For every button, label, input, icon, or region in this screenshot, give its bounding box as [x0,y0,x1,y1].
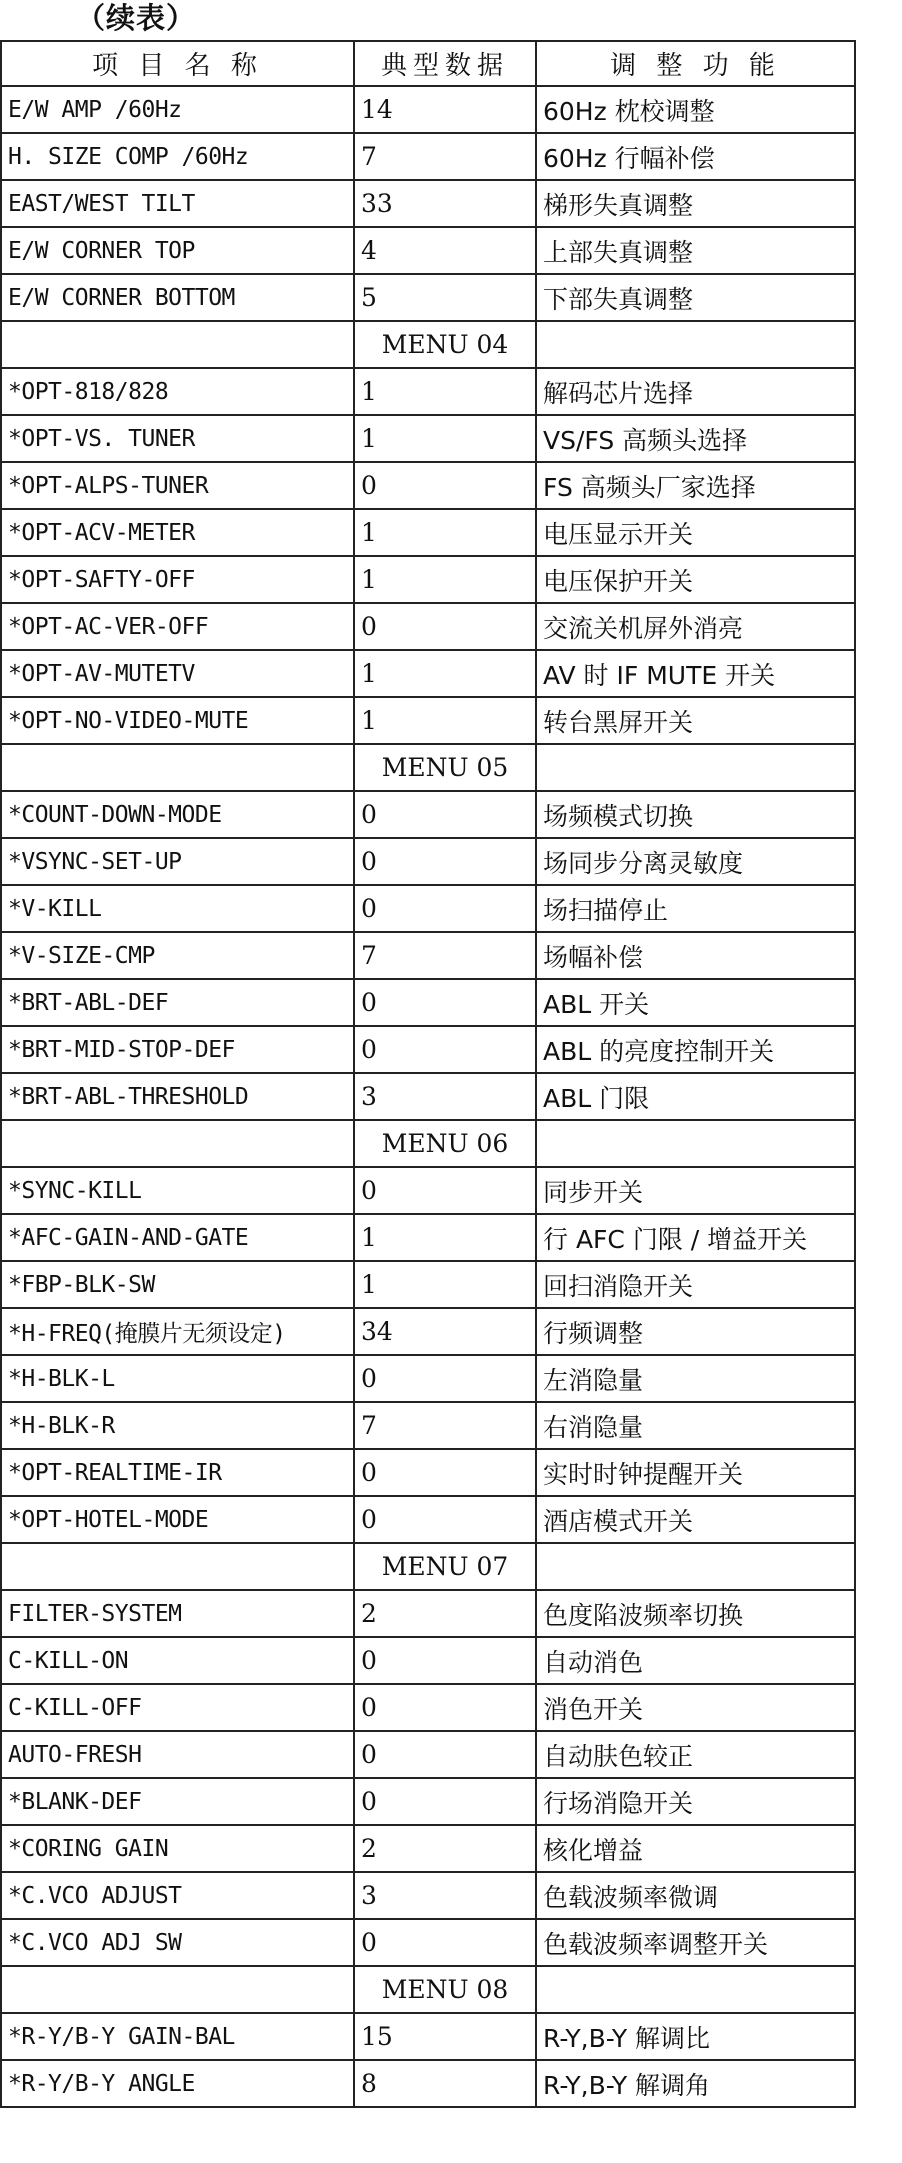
function-cell: R-Y,B-Y 解调比 [536,2013,855,2060]
table-row [1,1308,855,1355]
typical-value-cell: 15 [354,2013,536,2060]
item-name-cell: *OPT-ACV-METER [1,509,354,556]
item-name-cell: *OPT-AV-MUTETV [1,650,354,697]
typical-value-cell: 7 [354,932,536,979]
function-cell: 下部失真调整 [536,274,855,321]
table-header [1,41,855,86]
table-row [1,1872,855,1919]
function-cell: R-Y,B-Y 解调角 [536,2060,855,2107]
function-cell: 场幅补偿 [536,932,855,979]
table-row [1,1167,855,1214]
typical-value-cell: 0 [354,885,536,932]
typical-value-cell: 0 [354,462,536,509]
typical-value-cell: 2 [354,1825,536,1872]
table-row [1,885,855,932]
typical-value-cell: 1 [354,697,536,744]
function-cell: 电压显示开关 [536,509,855,556]
function-cell: 实时时钟提醒开关 [536,1449,855,1496]
item-name-cell: C-KILL-ON [1,1637,354,1684]
function-cell: 核化增益 [536,1825,855,1872]
typical-value-cell: 0 [354,1167,536,1214]
item-name-cell: E/W CORNER BOTTOM [1,274,354,321]
table-row [1,1825,855,1872]
menu-section-row [1,321,855,368]
table-row [1,415,855,462]
table-row [1,1402,855,1449]
item-name-cell: *AFC-GAIN-AND-GATE [1,1214,354,1261]
typical-value-cell: 34 [354,1308,536,1355]
table-row [1,1778,855,1825]
item-name-cell: *OPT-HOTEL-MODE [1,1496,354,1543]
table-row [1,1026,855,1073]
item-name-cell: *V-KILL [1,885,354,932]
item-name-cell: *BRT-MID-STOP-DEF [1,1026,354,1073]
function-cell: 交流关机屏外消亮 [536,603,855,650]
table-row [1,2013,855,2060]
table-row [1,556,855,603]
menu-blank-cell [536,1543,855,1590]
table-row [1,932,855,979]
menu-blank-cell [1,321,354,368]
table-row [1,227,855,274]
item-name-cell: *BRT-ABL-THRESHOLD [1,1073,354,1120]
function-cell: 同步开关 [536,1167,855,1214]
item-name-cell: *BLANK-DEF [1,1778,354,1825]
table-row [1,1214,855,1261]
function-cell: 行场消隐开关 [536,1778,855,1825]
item-name-cell: *COUNT-DOWN-MODE [1,791,354,838]
menu-blank-cell [1,1966,354,2013]
typical-value-cell: 1 [354,556,536,603]
item-name-cell: *BRT-ABL-DEF [1,979,354,1026]
item-name-cell: *R-Y/B-Y GAIN-BAL [1,2013,354,2060]
table-row [1,838,855,885]
typical-value-cell: 3 [354,1073,536,1120]
table-row [1,1637,855,1684]
table-row [1,1496,855,1543]
menu-section-label: MENU 07 [354,1543,536,1590]
function-cell: 场扫描停止 [536,885,855,932]
typical-value-cell: 0 [354,979,536,1026]
typical-value-cell: 4 [354,227,536,274]
function-cell: AV 时 IF MUTE 开关 [536,650,855,697]
menu-blank-cell [1,1543,354,1590]
menu-blank-cell [536,1120,855,1167]
table-row [1,650,855,697]
item-name-cell: *C.VCO ADJ SW [1,1919,354,1966]
item-name-cell: *OPT-SAFTY-OFF [1,556,354,603]
menu-blank-cell [536,1966,855,2013]
menu-section-label: MENU 08 [354,1966,536,2013]
table-row [1,180,855,227]
typical-value-cell: 2 [354,1590,536,1637]
typical-value-cell: 0 [354,1778,536,1825]
item-name-cell: E/W AMP /60Hz [1,86,354,133]
typical-value-cell: 3 [354,1872,536,1919]
item-name-cell: *H-FREQ(掩膜片无须设定) [1,1308,354,1355]
table-caption: （续表） [76,1,197,35]
item-name-cell: *FBP-BLK-SW [1,1261,354,1308]
table-row [1,1590,855,1637]
item-name-cell: *OPT-818/828 [1,368,354,415]
function-cell: ABL 门限 [536,1073,855,1120]
item-name-cell: *C.VCO ADJUST [1,1872,354,1919]
parameter-table [0,40,856,2108]
table-row [1,1449,855,1496]
typical-value-cell: 0 [354,1919,536,1966]
table-row [1,1731,855,1778]
item-name-cell: FILTER-SYSTEM [1,1590,354,1637]
typical-value-cell: 0 [354,838,536,885]
menu-section-row [1,1120,855,1167]
header-item-name: 项 目 名 称 [1,41,354,86]
typical-value-cell: 1 [354,1214,536,1261]
item-name-cell: EAST/WEST TILT [1,180,354,227]
item-name-cell: *VSYNC-SET-UP [1,838,354,885]
menu-section-row [1,744,855,791]
table-row [1,509,855,556]
table-row [1,2060,855,2107]
typical-value-cell: 0 [354,1731,536,1778]
function-cell: 行频调整 [536,1308,855,1355]
menu-section-label: MENU 04 [354,321,536,368]
item-name-cell: *OPT-REALTIME-IR [1,1449,354,1496]
item-name-cell: *SYNC-KILL [1,1167,354,1214]
typical-value-cell: 1 [354,1261,536,1308]
table-row [1,979,855,1026]
item-name-cell: *OPT-AC-VER-OFF [1,603,354,650]
item-name-cell: *R-Y/B-Y ANGLE [1,2060,354,2107]
table-row [1,1919,855,1966]
item-name-cell: *CORING GAIN [1,1825,354,1872]
item-name-cell: H. SIZE COMP /60Hz [1,133,354,180]
function-cell: 转台黑屏开关 [536,697,855,744]
item-name-cell: *H-BLK-R [1,1402,354,1449]
typical-value-cell: 0 [354,1496,536,1543]
menu-blank-cell [1,1120,354,1167]
menu-blank-cell [536,744,855,791]
function-cell: 60Hz 行幅补偿 [536,133,855,180]
typical-value-cell: 0 [354,791,536,838]
typical-value-cell: 1 [354,509,536,556]
table-row [1,1073,855,1120]
table-row [1,462,855,509]
table-row [1,1261,855,1308]
table-row [1,1355,855,1402]
menu-blank-cell [536,321,855,368]
function-cell: 回扫消隐开关 [536,1261,855,1308]
typical-value-cell: 0 [354,603,536,650]
typical-value-cell: 0 [354,1355,536,1402]
typical-value-cell: 1 [354,415,536,462]
function-cell: 消色开关 [536,1684,855,1731]
item-name-cell: AUTO-FRESH [1,1731,354,1778]
function-cell: 自动消色 [536,1637,855,1684]
item-name-cell: *V-SIZE-CMP [1,932,354,979]
menu-section-label: MENU 06 [354,1120,536,1167]
function-cell: 上部失真调整 [536,227,855,274]
typical-value-cell: 8 [354,2060,536,2107]
item-name-cell: *OPT-ALPS-TUNER [1,462,354,509]
function-cell: ABL 开关 [536,979,855,1026]
header-function: 调 整 功 能 [536,41,855,86]
item-name-cell: *OPT-NO-VIDEO-MUTE [1,697,354,744]
item-name-cell: E/W CORNER TOP [1,227,354,274]
typical-value-cell: 1 [354,650,536,697]
function-cell: 行 AFC 门限 / 增益开关 [536,1214,855,1261]
function-cell: 色度陷波频率切换 [536,1590,855,1637]
typical-value-cell: 7 [354,133,536,180]
typical-value-cell: 5 [354,274,536,321]
typical-value-cell: 0 [354,1449,536,1496]
table-row [1,603,855,650]
function-cell: FS 高频头厂家选择 [536,462,855,509]
function-cell: 酒店模式开关 [536,1496,855,1543]
header-row [1,41,855,86]
typical-value-cell: 14 [354,86,536,133]
function-cell: 自动肤色较正 [536,1731,855,1778]
function-cell: 梯形失真调整 [536,180,855,227]
function-cell: 色载波频率调整开关 [536,1919,855,1966]
function-cell: 解码芯片选择 [536,368,855,415]
function-cell: 60Hz 枕校调整 [536,86,855,133]
item-name-cell: *OPT-VS. TUNER [1,415,354,462]
typical-value-cell: 0 [354,1637,536,1684]
typical-value-cell: 1 [354,368,536,415]
function-cell: ABL 的亮度控制开关 [536,1026,855,1073]
function-cell: 电压保护开关 [536,556,855,603]
table-row [1,697,855,744]
table-row [1,86,855,133]
table-row [1,133,855,180]
function-cell: 色载波频率微调 [536,1872,855,1919]
table-body [1,86,855,2107]
typical-value-cell: 0 [354,1026,536,1073]
function-cell: 右消隐量 [536,1402,855,1449]
table-row [1,368,855,415]
table-row [1,1684,855,1731]
function-cell: VS/FS 高频头选择 [536,415,855,462]
table-row [1,791,855,838]
table-row [1,274,855,321]
function-cell: 场频模式切换 [536,791,855,838]
item-name-cell: C-KILL-OFF [1,1684,354,1731]
item-name-cell: *H-BLK-L [1,1355,354,1402]
menu-blank-cell [1,744,354,791]
menu-section-label: MENU 05 [354,744,536,791]
function-cell: 场同步分离灵敏度 [536,838,855,885]
typical-value-cell: 33 [354,180,536,227]
menu-section-row [1,1543,855,1590]
header-typical-data: 典型数据 [354,41,536,86]
typical-value-cell: 0 [354,1684,536,1731]
menu-section-row [1,1966,855,2013]
function-cell: 左消隐量 [536,1355,855,1402]
typical-value-cell: 7 [354,1402,536,1449]
